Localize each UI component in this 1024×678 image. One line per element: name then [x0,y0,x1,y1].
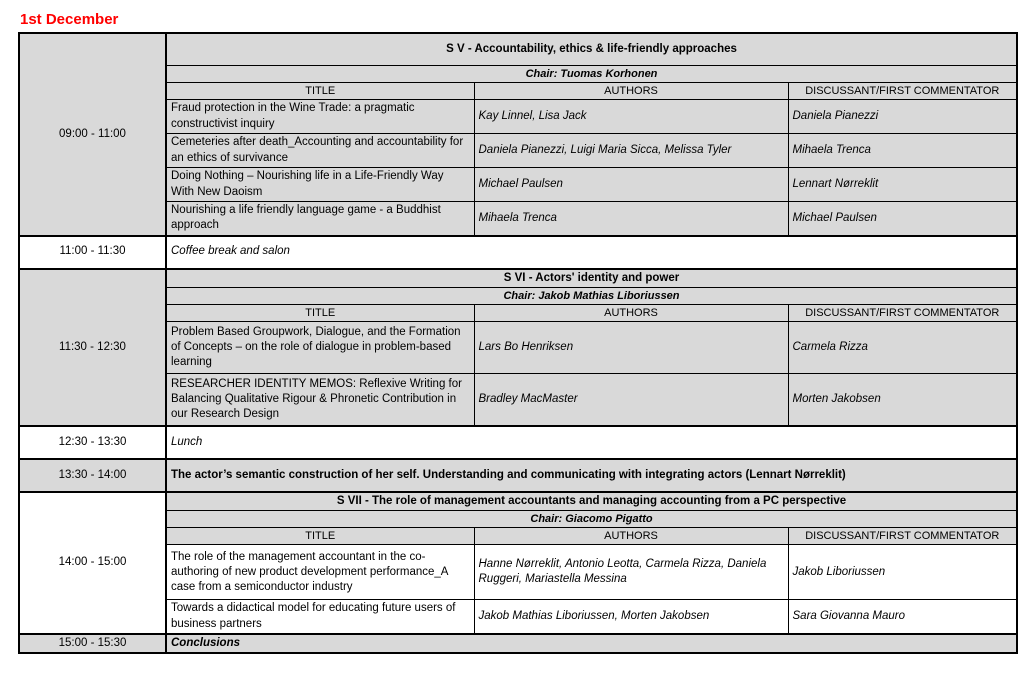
time-cell-keynote: 13:30 - 14:00 [19,459,166,492]
paper-title-cell: The role of the management accountant in the co-authoring of new product development performance_A case from a semiconductor industry [166,545,474,600]
time-cell-coffee-break: 11:00 - 11:30 [19,236,166,269]
table-row [19,634,1017,653]
paper-title-cell: Cemeteries after death_Accounting and accountability for an ethics of survivance [166,134,474,168]
table-row [19,459,1017,492]
paper-authors-cell: Hanne Nørreklit, Antonio Leotta, Carmela Rizza, Daniela Ruggeri, Mariastella Messina [474,545,788,600]
session-7-header: S VII - The role of management accountants and managing accounting from a PC perspective [166,492,1017,511]
paper-title-cell: Doing Nothing – Nourishing life in a Life-Friendly Way With New Daoism [166,168,474,202]
paper-discussant-cell: Carmela Rizza [788,322,1017,374]
paper-discussant-cell: Sara Giovanna Mauro [788,600,1017,634]
paper-authors-cell: Bradley MacMaster [474,374,788,426]
table-row [19,600,1017,634]
column-header-discussant: DISCUSSANT/FIRST COMMENTATOR [788,305,1017,322]
time-cell-session-5: 09:00 - 11:00 [19,33,166,236]
column-header-title: TITLE [166,305,474,322]
time-cell-conclusions: 15:00 - 15:30 [19,634,166,653]
paper-title-cell: RESEARCHER IDENTITY MEMOS: Reflexive Writing for Balancing Qualitative Rigour & Phronetic Contribution in our Research Design [166,374,474,426]
paper-authors-cell: Kay Linnel, Lisa Jack [474,100,788,134]
time-cell-session-7: 14:00 - 15:00 [19,492,166,634]
column-header-authors: AUTHORS [474,83,788,100]
session-6-chair: Chair: Jakob Mathias Liboriussen [166,287,1017,305]
table-row [19,134,1017,168]
paper-authors-cell: Daniela Pianezzi, Luigi Maria Sicca, Melissa Tyler [474,134,788,168]
paper-discussant-cell: Jakob Liboriussen [788,545,1017,600]
column-header-title: TITLE [166,528,474,545]
page-title: 1st December [20,11,119,28]
column-header-authors: AUTHORS [474,528,788,545]
table-row [19,100,1017,134]
paper-title-cell: Towards a didactical model for educating future users of business partners [166,600,474,634]
paper-authors-cell: Lars Bo Henriksen [474,322,788,374]
paper-title-cell: Problem Based Groupwork, Dialogue, and the Formation of Concepts – on the role of dialogue in problem-based learning [166,322,474,374]
keynote-label: The actor’s semantic construction of her self. Understanding and communicating with integrating actors (Lennart Nørreklit) [166,459,1017,492]
column-header-discussant: DISCUSSANT/FIRST COMMENTATOR [788,528,1017,545]
paper-discussant-cell: Morten Jakobsen [788,374,1017,426]
paper-authors-cell: Mihaela Trenca [474,202,788,236]
paper-discussant-cell: Mihaela Trenca [788,134,1017,168]
table-row [19,322,1017,374]
column-header-discussant: DISCUSSANT/FIRST COMMENTATOR [788,83,1017,100]
paper-discussant-cell: Michael Paulsen [788,202,1017,236]
table-row [19,236,1017,269]
paper-title-cell: Nourishing a life friendly language game - a Buddhist approach [166,202,474,236]
table-row [19,202,1017,236]
coffee-break-label: Coffee break and salon [166,236,1017,269]
paper-discussant-cell: Lennart Nørreklit [788,168,1017,202]
table-row [19,168,1017,202]
table-row [19,545,1017,600]
session-7-chair: Chair: Giacomo Pigatto [166,510,1017,528]
time-cell-lunch: 12:30 - 13:30 [19,426,166,459]
lunch-label: Lunch [166,426,1017,459]
schedule-table [18,32,1018,654]
session-5-header: S V - Accountability, ethics & life-friendly approaches [166,33,1017,65]
table-row [19,426,1017,459]
time-cell-session-6: 11:30 - 12:30 [19,269,166,426]
paper-title-cell: Fraud protection in the Wine Trade: a pragmatic constructivist inquiry [166,100,474,134]
session-5-chair: Chair: Tuomas Korhonen [166,65,1017,83]
session-6-header: S VI - Actors' identity and power [166,269,1017,288]
column-header-title: TITLE [166,83,474,100]
conclusions-label: Conclusions [166,634,1017,653]
column-header-authors: AUTHORS [474,305,788,322]
paper-discussant-cell: Daniela Pianezzi [788,100,1017,134]
table-row [19,374,1017,426]
paper-authors-cell: Jakob Mathias Liboriussen, Morten Jakobsen [474,600,788,634]
paper-authors-cell: Michael Paulsen [474,168,788,202]
